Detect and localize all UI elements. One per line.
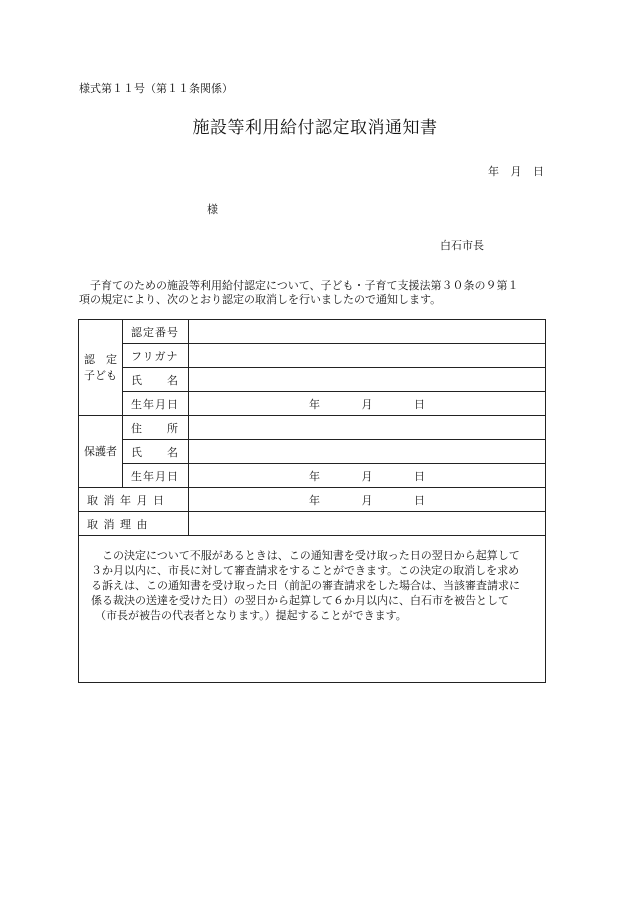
intro-paragraph: [79, 279, 549, 307]
notice-line: ３か月以内に、市長に対して審査請求をすることができます。この決定の取消しを求め: [91, 564, 520, 577]
table-row: [79, 320, 546, 344]
cancel-date-field[interactable]: 年 月 日: [189, 488, 546, 512]
child-furigana-label: フリガナ: [123, 344, 189, 368]
table-row: [79, 416, 546, 440]
child-name-field[interactable]: [189, 368, 546, 392]
guardian-address-label: 住 所: [123, 416, 189, 440]
cancel-reason-label: 取 消 理 由: [79, 512, 189, 536]
form-number: 様式第１１号（第１１条関係）: [79, 82, 233, 95]
guardian-name-label: 氏 名: [123, 440, 189, 464]
appeal-notice-cell: [79, 536, 546, 683]
child-birthdate-label: 生年月日: [123, 392, 189, 416]
child-furigana-field[interactable]: [189, 344, 546, 368]
issue-date: 年 月 日: [488, 165, 544, 178]
notice-line: る訴えは、この通知書を受け取った日（前記の審査請求をした場合は、当該審査請求に: [91, 579, 520, 592]
guardian-birthdate-field[interactable]: 年 月 日: [189, 464, 546, 488]
notice-line: この決定について不服があるときは、この通知書を受け取った日の翌日から起算して: [102, 549, 520, 562]
certification-number-field[interactable]: [189, 320, 546, 344]
child-group-label: [79, 320, 123, 416]
guardian-birthdate-label: 生年月日: [123, 464, 189, 488]
intro-line: 子育てのための施設等利用給付認定について、子ども・子育て支援法第３０条の９第１: [90, 279, 519, 292]
certification-number-label: 認定番号: [123, 320, 189, 344]
notice-line: （市長が被告の代表者となります。）提起することができます。: [95, 609, 407, 622]
document-title: 施設等利用給付認定取消通知書: [192, 118, 438, 138]
table-row: [79, 464, 546, 488]
table-row: [79, 368, 546, 392]
issuer-name: 白石市長: [440, 239, 484, 252]
child-group-line2: 子ども: [84, 368, 117, 382]
guardian-group-label: 保護者: [79, 416, 123, 488]
notice-line: 係る裁決の送達を受けた日）の翌日から起算して６か月以内に、白石市を被告として: [91, 594, 509, 607]
child-name-label: 氏 名: [123, 368, 189, 392]
child-group-line1: 認 定: [84, 352, 117, 366]
table-row: [79, 392, 546, 416]
table-row: [79, 344, 546, 368]
table-row: [79, 440, 546, 464]
table-row: [79, 512, 546, 536]
table-row: [79, 488, 546, 512]
guardian-address-field[interactable]: [189, 416, 546, 440]
child-birthdate-field[interactable]: 年 月 日: [189, 392, 546, 416]
appeal-notice: [91, 548, 533, 623]
cancel-reason-field[interactable]: [189, 512, 546, 536]
addressee-suffix: 様: [207, 203, 218, 216]
table-row: [79, 536, 546, 683]
guardian-name-field[interactable]: [189, 440, 546, 464]
cancel-date-label: 取 消 年 月 日: [79, 488, 189, 512]
notice-table: [78, 319, 546, 683]
intro-line: 項の規定により、次のとおり認定の取消しを行いましたので通知します。: [79, 293, 442, 306]
